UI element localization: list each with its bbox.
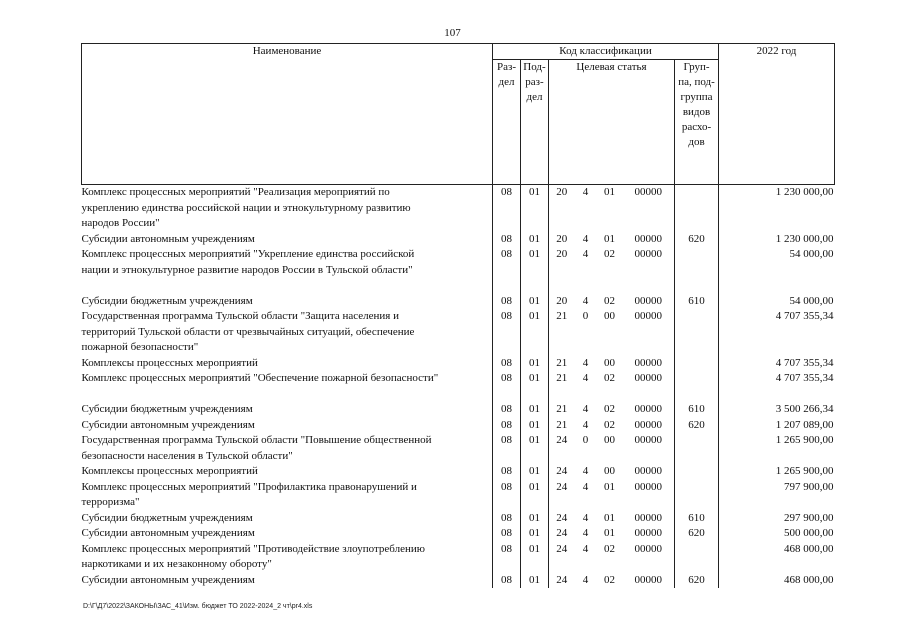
row-target-direction: 00000 bbox=[634, 310, 662, 322]
table-row bbox=[82, 464, 835, 480]
table-row bbox=[82, 542, 835, 573]
row-amount: 797 900,00 bbox=[784, 480, 834, 493]
row-razdel: 08 bbox=[493, 356, 521, 372]
row-target-direction: 00000 bbox=[634, 573, 662, 586]
table-row bbox=[82, 433, 835, 464]
row-target-program: 20 bbox=[556, 248, 568, 260]
row-target-sub: 00 bbox=[604, 465, 615, 477]
row-target-sub: 01 bbox=[604, 511, 615, 524]
row-group: 620 bbox=[675, 232, 719, 248]
row-target-sub: 01 bbox=[604, 480, 615, 493]
table-body bbox=[82, 185, 835, 589]
row-podrazdel: 01 bbox=[521, 542, 549, 573]
row-target-program: 21 bbox=[556, 372, 568, 384]
header-target: Целевая статья bbox=[549, 60, 675, 185]
row-target-direction: 00000 bbox=[634, 356, 662, 369]
row-amount: 1 265 900,00 bbox=[775, 465, 834, 477]
row-target-type: 4 bbox=[582, 232, 589, 245]
header-razdel: Раз- дел bbox=[493, 60, 521, 185]
row-group: 620 bbox=[675, 526, 719, 542]
row-target-program: 24 bbox=[556, 511, 568, 524]
budget-table bbox=[81, 43, 835, 588]
row-target-type: 4 bbox=[582, 403, 589, 415]
row-target-sub: 02 bbox=[604, 294, 615, 307]
row-target-type: 4 bbox=[582, 511, 589, 524]
row-group bbox=[675, 433, 719, 464]
row-podrazdel: 01 bbox=[521, 294, 549, 310]
table-row bbox=[82, 294, 835, 310]
row-podrazdel: 01 bbox=[521, 371, 549, 402]
row-target-sub: 02 bbox=[604, 418, 615, 431]
table-row bbox=[82, 232, 835, 248]
row-group: 610 bbox=[675, 511, 719, 527]
row-name: Комплекс процессных мероприятий "Реализация мероприятий по укреплению единства российской нации и этнокультурному развитию народов России" bbox=[81, 186, 411, 229]
row-name: Субсидии автономным учреждениям bbox=[81, 573, 255, 586]
row-target-sub: 00 bbox=[604, 356, 615, 369]
table-row bbox=[82, 247, 835, 294]
row-name: Субсидии автономным учреждениям bbox=[81, 418, 255, 431]
table-row bbox=[82, 309, 835, 356]
row-target-direction: 00000 bbox=[634, 480, 662, 493]
row-target-program: 21 bbox=[556, 356, 568, 369]
row-target-sub: 02 bbox=[604, 248, 615, 260]
row-target-direction: 00000 bbox=[634, 232, 662, 245]
row-podrazdel: 01 bbox=[521, 573, 549, 589]
row-target-type: 4 bbox=[582, 480, 589, 493]
header-group: Груп- па, под- группа видов расхо- дов bbox=[675, 60, 719, 185]
row-target-direction: 00000 bbox=[634, 434, 662, 446]
row-target-type: 4 bbox=[582, 573, 589, 586]
row-target-direction: 00000 bbox=[634, 511, 662, 524]
table-header bbox=[82, 44, 835, 185]
row-target-program: 20 bbox=[556, 186, 568, 198]
row-group bbox=[675, 185, 719, 232]
row-podrazdel: 01 bbox=[521, 526, 549, 542]
row-podrazdel: 01 bbox=[521, 464, 549, 480]
row-podrazdel: 01 bbox=[521, 232, 549, 248]
row-razdel: 08 bbox=[493, 418, 521, 434]
row-podrazdel: 01 bbox=[521, 356, 549, 372]
row-razdel: 08 bbox=[493, 526, 521, 542]
row-target-program: 24 bbox=[556, 480, 568, 493]
row-target-direction: 00000 bbox=[634, 527, 662, 539]
row-target-direction: 00000 bbox=[634, 403, 662, 415]
row-razdel: 08 bbox=[493, 185, 521, 232]
row-group: 620 bbox=[675, 573, 719, 589]
row-target-sub: 00 bbox=[604, 434, 615, 446]
row-name: Комплексы процессных мероприятий bbox=[81, 356, 258, 369]
row-razdel: 08 bbox=[493, 232, 521, 248]
row-target-type: 4 bbox=[582, 372, 589, 384]
header-year: 2022 год bbox=[719, 44, 835, 185]
row-target-sub: 02 bbox=[604, 372, 615, 384]
row-target-type: 0 bbox=[582, 434, 589, 446]
table-row bbox=[82, 526, 835, 542]
row-name: Комплекс процессных мероприятий "Противодействие злоупотреблению наркотиками и их незаконному обороту" bbox=[81, 542, 425, 570]
row-target-type: 4 bbox=[582, 294, 589, 307]
row-podrazdel: 01 bbox=[521, 480, 549, 511]
row-target-program: 21 bbox=[556, 403, 568, 415]
row-target-direction: 00000 bbox=[634, 248, 662, 260]
row-target-type: 4 bbox=[582, 527, 589, 539]
row-razdel: 08 bbox=[493, 480, 521, 511]
row-target-type: 4 bbox=[582, 465, 589, 477]
row-group: 610 bbox=[675, 294, 719, 310]
table-row bbox=[82, 480, 835, 511]
row-target-program: 24 bbox=[556, 527, 568, 539]
row-target-direction: 00000 bbox=[634, 542, 662, 555]
row-target-program: 24 bbox=[556, 434, 568, 446]
row-name: Субсидии бюджетным учреждениям bbox=[81, 403, 253, 415]
row-group: 610 bbox=[675, 402, 719, 418]
row-target-type: 4 bbox=[582, 542, 589, 555]
row-razdel: 08 bbox=[493, 294, 521, 310]
row-amount: 4 707 355,34 bbox=[775, 356, 834, 369]
row-podrazdel: 01 bbox=[521, 418, 549, 434]
row-target-direction: 00000 bbox=[634, 465, 662, 477]
row-amount: 1 230 000,00 bbox=[775, 186, 834, 198]
row-razdel: 08 bbox=[493, 464, 521, 480]
row-podrazdel: 01 bbox=[521, 511, 549, 527]
row-razdel: 08 bbox=[493, 371, 521, 402]
row-target-direction: 00000 bbox=[634, 418, 662, 431]
row-razdel: 08 bbox=[493, 309, 521, 356]
table-row bbox=[82, 185, 835, 232]
row-target-program: 20 bbox=[556, 294, 568, 307]
header-code-group: Код классификации bbox=[493, 44, 719, 60]
row-amount: 54 000,00 bbox=[789, 248, 834, 260]
row-amount: 3 500 266,34 bbox=[775, 403, 834, 415]
row-amount: 1 265 900,00 bbox=[775, 434, 834, 446]
row-name: Комплексы процессных мероприятий bbox=[81, 465, 258, 477]
row-target-type: 4 bbox=[582, 248, 589, 260]
row-podrazdel: 01 bbox=[521, 247, 549, 294]
row-podrazdel: 01 bbox=[521, 402, 549, 418]
row-target-program: 24 bbox=[556, 573, 568, 586]
row-razdel: 08 bbox=[493, 511, 521, 527]
row-name: Субсидии автономным учреждениям bbox=[81, 527, 255, 539]
row-target-sub: 01 bbox=[604, 186, 615, 198]
table-row bbox=[82, 402, 835, 418]
row-target-type: 4 bbox=[582, 418, 589, 431]
row-amount: 297 900,00 bbox=[784, 511, 834, 524]
row-razdel: 08 bbox=[493, 573, 521, 589]
page-number: 107 bbox=[444, 27, 461, 39]
table-row bbox=[82, 418, 835, 434]
header-podrazdel: Под- раз- дел bbox=[521, 60, 549, 185]
row-podrazdel: 01 bbox=[521, 309, 549, 356]
row-target-program: 24 bbox=[556, 465, 568, 477]
row-amount: 468 000,00 bbox=[784, 573, 834, 586]
row-group bbox=[675, 309, 719, 356]
row-razdel: 08 bbox=[493, 542, 521, 573]
row-target-sub: 02 bbox=[604, 573, 615, 586]
row-name: Государственная программа Тульской области "Повышение общественной безопасности населения в Тульской области" bbox=[81, 434, 432, 462]
row-razdel: 08 bbox=[493, 433, 521, 464]
row-amount: 4 707 355,34 bbox=[775, 372, 834, 384]
row-name: Комплекс процессных мероприятий "Укрепление единства российской нации и этнокультурное развитие народов России в Тульской области" bbox=[81, 248, 415, 276]
row-name: Субсидии бюджетным учреждениям bbox=[81, 511, 253, 524]
row-group bbox=[675, 371, 719, 402]
row-target-sub: 01 bbox=[604, 527, 615, 539]
row-group: 620 bbox=[675, 418, 719, 434]
row-target-program: 21 bbox=[556, 418, 568, 431]
table-row bbox=[82, 511, 835, 527]
table-row bbox=[82, 573, 835, 589]
row-name: Государственная программа Тульской области "Защита населения и территорий Тульской области от чрезвычайных ситуаций, обеспечение пожарной безопасности" bbox=[81, 310, 415, 353]
row-target-program: 24 bbox=[556, 542, 568, 555]
row-amount: 4 707 355,34 bbox=[775, 310, 834, 322]
row-target-direction: 00000 bbox=[634, 372, 662, 384]
row-group bbox=[675, 542, 719, 573]
row-amount: 1 230 000,00 bbox=[775, 232, 834, 245]
row-target-sub: 00 bbox=[604, 310, 615, 322]
budget-table-sheet bbox=[81, 43, 834, 588]
row-target-direction: 00000 bbox=[634, 186, 662, 198]
row-razdel: 08 bbox=[493, 402, 521, 418]
row-group bbox=[675, 480, 719, 511]
row-group bbox=[675, 247, 719, 294]
table-row bbox=[82, 356, 835, 372]
row-target-sub: 02 bbox=[604, 542, 615, 555]
row-target-type: 4 bbox=[582, 356, 589, 369]
row-amount: 500 000,00 bbox=[784, 527, 834, 539]
row-group bbox=[675, 464, 719, 480]
row-target-program: 20 bbox=[556, 232, 568, 245]
row-name: Субсидии бюджетным учреждениям bbox=[81, 294, 253, 307]
row-podrazdel: 01 bbox=[521, 185, 549, 232]
header-name: Наименование bbox=[82, 44, 493, 185]
row-target-program: 21 bbox=[556, 310, 568, 322]
row-amount: 468 000,00 bbox=[784, 542, 834, 555]
row-target-sub: 01 bbox=[604, 232, 615, 245]
row-target-direction: 00000 bbox=[634, 294, 662, 307]
row-target-type: 0 bbox=[582, 310, 589, 322]
file-path-footer: D:\Г\Д7\2022\ЗАКОНЫ\ЗАС_41\Изм. бюджет ТО 2022-2024_2 чт\pr4.xls bbox=[83, 603, 313, 610]
row-target-type: 4 bbox=[582, 186, 589, 198]
row-name: Комплекс процессных мероприятий "Обеспечение пожарной безопасности" bbox=[81, 372, 439, 384]
row-podrazdel: 01 bbox=[521, 433, 549, 464]
row-group bbox=[675, 356, 719, 372]
row-target-sub: 02 bbox=[604, 403, 615, 415]
row-amount: 1 207 089,00 bbox=[775, 418, 834, 431]
row-razdel: 08 bbox=[493, 247, 521, 294]
row-name: Комплекс процессных мероприятий "Профилактика правонарушений и терроризма" bbox=[81, 480, 417, 508]
row-name: Субсидии автономным учреждениям bbox=[81, 232, 255, 245]
row-amount: 54 000,00 bbox=[789, 294, 834, 307]
table-row bbox=[82, 371, 835, 402]
